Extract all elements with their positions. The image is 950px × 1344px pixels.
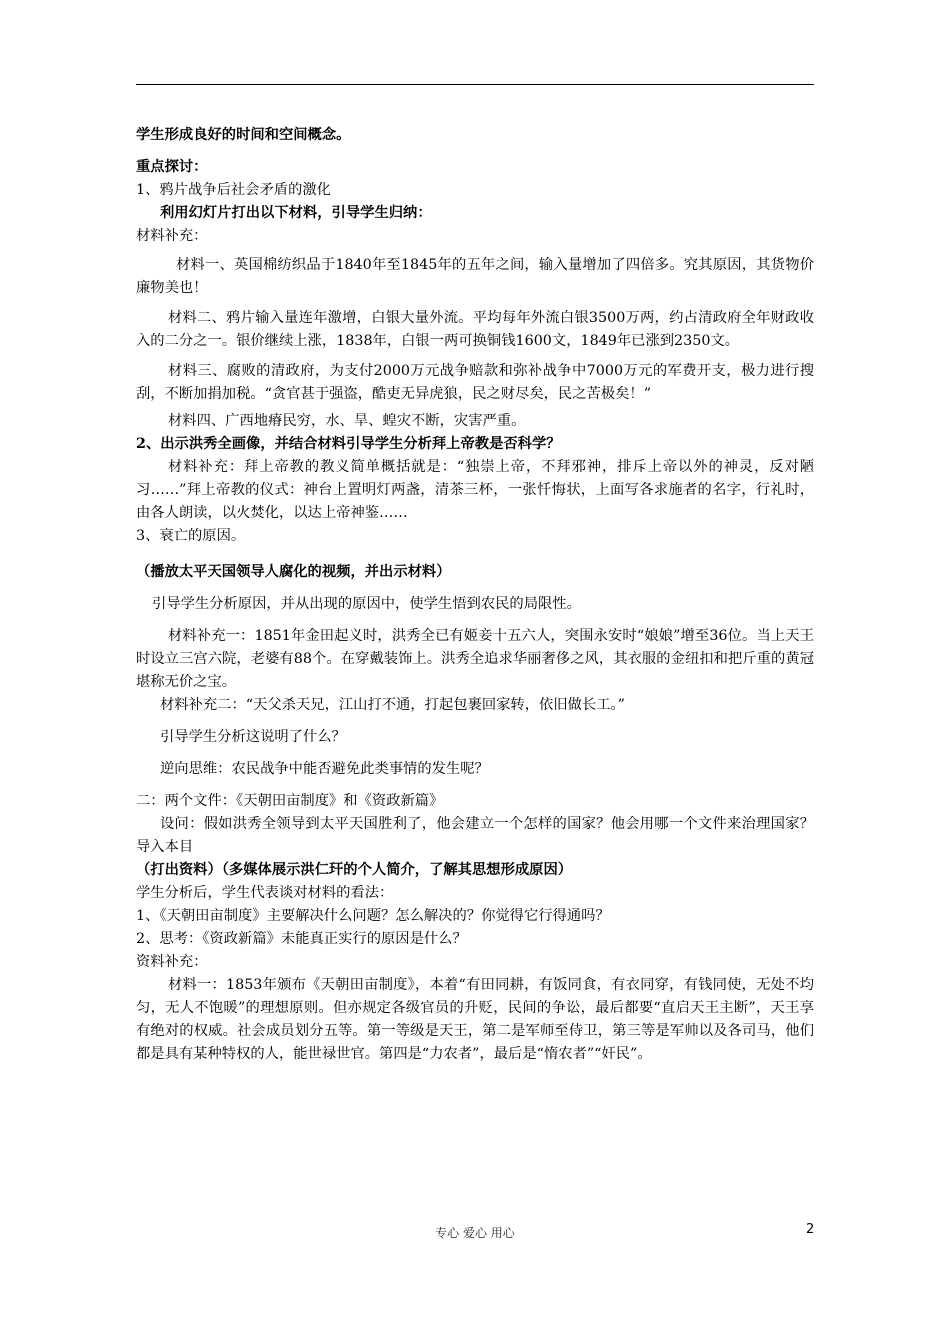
paragraph: 逆向思维：农民战争中能否避免此类事情的发生呢？: [160, 761, 489, 777]
paragraph: 2、思考：《资政新篇》未能真正实行的原因是什么？: [136, 931, 467, 947]
paragraph: 材料补充：拜上帝教的教义简单概括就是：“独崇上帝，不拜邪神，排斥上帝以外的神灵，反对陋习……”拜上帝教的仪式：神台上置明灯两盏，清茶三杯，一张忏悔状，上面写各求施者的名字，行礼时，由各人朗读，以火焚化，以达上帝神鉴……: [136, 459, 814, 521]
paragraph: 重点探讨：: [136, 159, 208, 175]
paragraph: 学生形成良好的时间和空间概念。: [136, 127, 351, 143]
paragraph: （播放太平天国领导人腐化的视频，并出示材料）: [136, 564, 451, 580]
paragraph: 材料三、腐败的清政府，为支付2000万元战争赔款和弥补战争中7000万元的军费开支，极力进行搜刮，不断加捐加税。“贪官甚于强盗，酷吏无异虎狼，民之财尽矣，民之苦极矣！”: [136, 363, 814, 402]
page-footer: 专心 爱心 用心: [435, 1226, 515, 1240]
paragraph: 1、鸦片战争后社会矛盾的激化: [136, 182, 331, 198]
paragraph: 材料一：1853年颁布《天朝田亩制度》，本着“有田同耕，有饭同食，有衣同穿，有钱同使，无处不均匀，无人不饱暖”的理想原则。但亦规定各级官员的升贬，民间的争讼，最后都要“直启天王主断”，天王享有绝对的权威。社会成员划分五等。第一等级是天王，第二是军师至侍卫，第三等是军帅以及各司马，他们都是具有某种特权的人，能世禄世官。第四是“力农者”，最后是“惰农者”“奸民”。: [136, 977, 814, 1062]
paragraph: 引导学生分析这说明了什么？: [160, 729, 346, 745]
header-rule: [136, 84, 814, 85]
paragraph: 材料一、英国棉纺织品于1840年至1845年的五年之间，输入量增加了四倍多。究其原因，其货物价廉物美也！: [136, 257, 814, 296]
paragraph: 1、《天朝田亩制度》主要解决什么问题？怎么解决的？你觉得它行得通吗？: [136, 908, 610, 924]
paragraph: 3、衰亡的原因。: [136, 528, 246, 544]
paragraph: 2、出示洪秀全画像，并结合材料引导学生分析拜上帝教是否科学？: [136, 436, 561, 452]
paragraph: 材料四、广西地瘠民穷，水、旱、蝗灾不断，灾害严重。: [168, 413, 526, 429]
paragraph: 材料补充二：“天父杀天兄，江山打不通，打起包裹回家转，依旧做长工。”: [160, 697, 625, 713]
document-body: [136, 124, 814, 1066]
paragraph: 材料二、鸦片输入量连年激增，白银大量外流。平均每年外流白银3500万两，约占清政府全年财政收入的二分之一。银价继续上涨，1838年，白银一两可换铜钱1600文，1849年已涨到2350文。: [136, 310, 814, 349]
paragraph: 设问：假如洪秀全领导到太平天国胜利了，他会建立一个怎样的国家？他会用哪一个文件来治理国家？导入本目: [136, 816, 814, 855]
paragraph: 二：两个文件：《天朝田亩制度》和《资政新篇》: [136, 793, 444, 809]
paragraph: 材料补充一：1851年金田起义时，洪秀全已有姬妾十五六人，突围永安时“娘娘”增至36位。当上天王时设立三宫六院，老婆有88个。在穿戴装饰上。洪秀全追求华丽奢侈之风，其衣服的金纽扣和把斤重的黄冠堪称无价之宝。: [136, 628, 814, 690]
paragraph: 利用幻灯片打出以下材料，引导学生归纳：: [160, 205, 432, 221]
page-number: 2: [806, 1222, 815, 1237]
paragraph: 材料补充：: [136, 228, 208, 244]
paragraph: （打出资料）（多媒体展示洪仁玕的个人简介，了解其思想形成原因）: [136, 862, 573, 878]
paragraph: 引导学生分析原因，并从出现的原因中，使学生悟到农民的局限性。: [152, 596, 581, 612]
paragraph: 资料补充：: [136, 954, 208, 970]
paragraph: 学生分析后，学生代表谈对材料的看法：: [136, 885, 394, 901]
